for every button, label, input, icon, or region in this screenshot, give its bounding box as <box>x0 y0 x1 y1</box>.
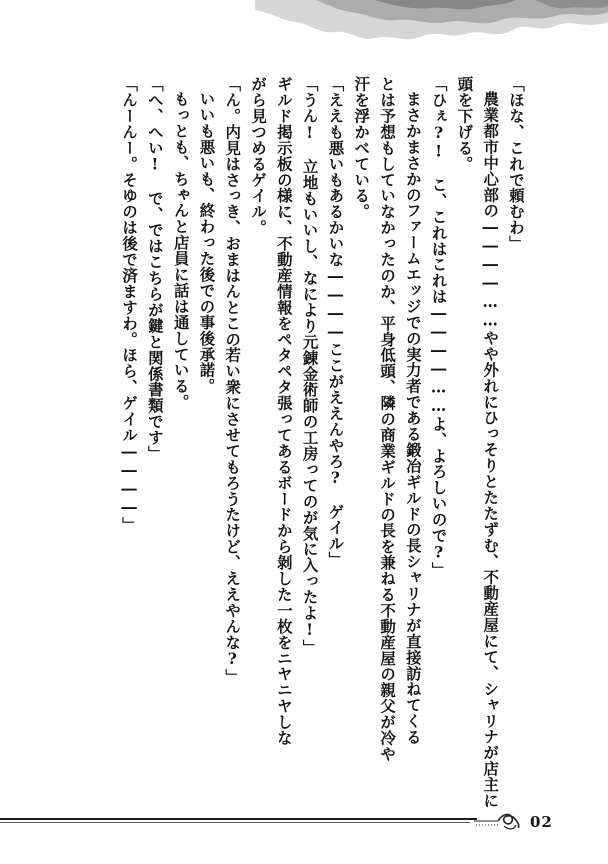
text-line: いいも悪いも、終わった後での事後承諾。 <box>197 91 216 395</box>
torn-paper-smudge <box>255 0 608 48</box>
page-number: 02 <box>530 813 553 831</box>
footer-rule-thin <box>0 822 470 823</box>
text-line: 「ほな、これで頼むわ」 <box>507 76 525 252</box>
scroll-flourish-icon <box>474 808 524 832</box>
text-line: ギルド掲示板の様に、不動産情報をペタペタ張ってあるボードから剝した一枚をニヤニヤしな <box>274 76 293 746</box>
text-line: 「へ、へい! で、ではこちらが鍵と関係書類です」 <box>145 76 164 462</box>
footer-rule <box>0 818 477 820</box>
text-line: 汗を浮かべている。 <box>352 76 371 220</box>
text-line: 「ええも悪いもあるかいな――――ここがええんやろ? ゲイル」 <box>326 76 345 568</box>
text-line: 「うん! 立地もいいし、なにより元錬金術師の工房ってのが気に入ったよ!」 <box>300 76 319 656</box>
text-line: 「んーんー。そゆのは後で済ますわ。ほら、ゲイル――――」 <box>120 76 139 533</box>
text-line: まさかまさかのファームエッジでの実力者である鍛冶ギルドの長シャリナが直接訪ねてくる <box>403 91 422 745</box>
text-line: 農業都市中心部の――――……やや外れにひっそりとたたずむ、不動産屋にて、シャリナが店主に <box>481 91 500 809</box>
text-line: 「ひぇ?! こ、これはこれは――――……よ、よろしいので?」 <box>429 76 448 578</box>
text-line: もっとも、ちゃんと店員に話は通している。 <box>171 91 190 410</box>
text-line: 「ん。内見はさっき、おまはんとこの若い衆にさせてもろうたけど、ええやんな?」 <box>223 76 242 685</box>
text-line: がら見つめるゲイル。 <box>249 76 268 236</box>
vertical-text-body <box>115 76 528 809</box>
text-line: 頭を下げる。 <box>455 76 474 172</box>
text-line: とは予想もしていなかったのか、平身低頭、隣の商業ギルドの長を兼ねる不動産屋の親父が冷や <box>378 76 397 762</box>
